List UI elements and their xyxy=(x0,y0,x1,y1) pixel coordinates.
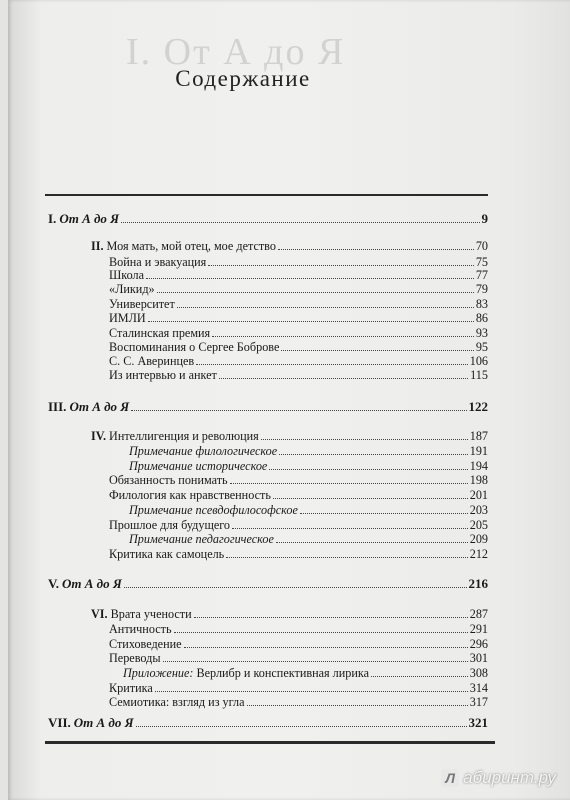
bottom-rule xyxy=(45,741,495,744)
toc-entry-title: Прошлое для будущего xyxy=(109,518,231,532)
dot-leader xyxy=(124,586,467,588)
toc-entry-sub xyxy=(109,695,488,709)
dot-leader xyxy=(247,704,468,706)
top-rule xyxy=(45,194,488,196)
page-number: 205 xyxy=(469,518,488,532)
chapter-number: V. xyxy=(48,576,59,591)
toc-entry-note xyxy=(129,459,488,473)
toc-entry-sub xyxy=(109,622,488,636)
page-number: 291 xyxy=(469,622,488,636)
toc-entry-part xyxy=(48,577,488,591)
toc-entry-title: Из интервью и анкет xyxy=(109,368,217,382)
dot-leader xyxy=(184,646,468,648)
dot-leader xyxy=(121,221,479,223)
toc-entry-note xyxy=(129,532,488,546)
toc-entry-sub xyxy=(109,518,488,532)
toc-entry-sub xyxy=(109,255,488,269)
page-number: 70 xyxy=(475,239,488,253)
toc-entry-title: Моя мать, мой отец, мое детство xyxy=(106,239,276,253)
toc-entry-appendix xyxy=(123,666,488,680)
toc-entry-title: Античность xyxy=(109,622,172,636)
toc-entry-title: Школа xyxy=(109,268,145,282)
toc-entry-title: «Ликид» xyxy=(109,282,155,296)
page-number: 287 xyxy=(469,607,488,621)
toc-entry-title: От А до Я xyxy=(59,211,120,226)
page-number: 187 xyxy=(469,429,488,443)
toc-entry-sub xyxy=(109,282,488,296)
toc-entry-title: Примечание педагогическое xyxy=(129,532,274,546)
dot-leader xyxy=(212,335,474,337)
page-number: 317 xyxy=(469,695,488,709)
dot-leader xyxy=(148,320,474,322)
dot-leader xyxy=(136,725,467,727)
chapter-number: IV. xyxy=(91,429,107,443)
toc-entry-sub xyxy=(109,637,488,651)
toc-entry-sub xyxy=(109,326,488,340)
page-number: 86 xyxy=(475,311,488,325)
page-number: 115 xyxy=(470,368,488,382)
toc-entry-sub xyxy=(109,311,488,325)
page-number: 209 xyxy=(469,532,488,546)
dot-leader xyxy=(226,556,467,558)
page-number: 314 xyxy=(469,681,488,695)
dot-leader xyxy=(278,248,474,250)
page-number: 201 xyxy=(469,488,488,502)
toc-entry-title: Интеллигенция и революция xyxy=(109,429,259,443)
dot-leader xyxy=(146,277,474,279)
page-number: 75 xyxy=(475,255,488,269)
toc-entry-title: Примечание филологическое xyxy=(129,444,278,458)
page-number: 194 xyxy=(469,459,488,473)
dot-leader xyxy=(131,409,466,411)
page-title: Содержание xyxy=(175,66,311,91)
dot-leader xyxy=(300,512,468,514)
page-number: 122 xyxy=(468,399,488,414)
page-number: 83 xyxy=(475,297,488,311)
dot-leader xyxy=(208,264,474,266)
toc-entry-title: Война и эвакуация xyxy=(109,255,207,269)
toc-entry-chapter xyxy=(91,607,488,621)
page-number: 296 xyxy=(469,637,488,651)
page-number: 95 xyxy=(475,340,488,354)
dot-leader xyxy=(196,363,468,365)
toc-entry-title: Верлибр и конспективная лирика xyxy=(196,666,370,680)
toc-entry-title: Обязанность понимать xyxy=(109,473,228,487)
chapter-number: III. xyxy=(48,399,67,414)
toc-entry-title: ИМЛИ xyxy=(109,311,146,325)
toc-entry-title: Переводы xyxy=(109,651,161,665)
toc-entry-title: Критика как самоцель xyxy=(109,547,225,561)
chapter-number: VII. xyxy=(48,715,71,730)
toc-entry-title: Стиховедение xyxy=(109,637,182,651)
toc-entry-title: Семиотика: взгляд из угла xyxy=(109,695,245,709)
toc-entry-part xyxy=(48,212,488,226)
toc-entry-part xyxy=(48,716,488,730)
page-number: 198 xyxy=(469,473,488,487)
page-number: 321 xyxy=(468,715,488,730)
toc-entry-title: От А до Я xyxy=(61,576,122,591)
page-number: 203 xyxy=(469,503,488,517)
chapter-number: VI. xyxy=(91,607,108,621)
page-number: 191 xyxy=(469,444,488,458)
toc-entry-sub xyxy=(109,354,488,368)
page-number: 308 xyxy=(469,666,488,680)
toc-entry-sub xyxy=(109,268,488,282)
dot-leader xyxy=(276,541,468,543)
show-through-heading: I. От А до Я xyxy=(126,31,346,73)
page-number: 212 xyxy=(469,547,488,561)
toc-entry-sub xyxy=(109,681,488,695)
toc-entry-title: От А до Я xyxy=(69,399,130,414)
dot-leader xyxy=(157,291,474,293)
toc-entry-title: Воспоминания о Сергее Боброве xyxy=(109,340,280,354)
toc-entry-title: Примечание псевдофилософское xyxy=(129,503,298,517)
dot-leader xyxy=(155,690,468,692)
dot-leader xyxy=(279,453,468,455)
dot-leader xyxy=(269,468,467,470)
dot-leader xyxy=(273,497,468,499)
dot-leader xyxy=(232,527,468,529)
labirint-watermark xyxy=(441,768,556,788)
dot-leader xyxy=(163,660,468,662)
toc-entry-sub xyxy=(109,297,488,311)
toc-entry-title: От А до Я xyxy=(73,715,134,730)
toc-entry-title: С. С. Аверинцев xyxy=(109,354,195,368)
page-number: 93 xyxy=(475,326,488,340)
toc-entry-note xyxy=(129,444,488,458)
toc-entry-sub xyxy=(109,651,488,665)
dot-leader xyxy=(219,377,468,379)
toc-entry-part xyxy=(48,400,488,414)
book-page xyxy=(8,0,570,800)
labirint-logo-icon: Л xyxy=(441,769,459,787)
page-number: 79 xyxy=(475,282,488,296)
toc-entry-chapter xyxy=(91,239,488,253)
toc-entry-title: Университет xyxy=(109,297,175,311)
toc-entry-title: Филология как нравственность xyxy=(109,488,271,502)
dot-leader xyxy=(230,482,468,484)
page-number: 77 xyxy=(475,268,488,282)
dot-leader xyxy=(194,616,468,618)
toc-entry-sub xyxy=(109,547,488,561)
toc-entry-title: Критика xyxy=(109,681,153,695)
toc-entry-chapter xyxy=(91,429,488,443)
toc-entry-sub xyxy=(109,488,488,502)
dot-leader xyxy=(177,306,474,308)
chapter-number: II. xyxy=(91,239,104,253)
chapter-number: I. xyxy=(48,211,57,226)
dot-leader xyxy=(174,631,468,633)
toc-entry-title: Врата учености xyxy=(110,607,192,621)
watermark-text: абиринт.ру xyxy=(463,768,556,787)
dot-leader xyxy=(261,438,468,440)
toc-entry-title: Примечание историческое xyxy=(129,459,268,473)
page-number: 301 xyxy=(469,651,488,665)
page-number: 106 xyxy=(469,354,488,368)
toc-entry-sub xyxy=(109,340,488,354)
toc-entry-sub xyxy=(109,473,488,487)
appendix-prefix: Приложение: xyxy=(123,666,194,680)
page-number: 9 xyxy=(481,211,488,226)
toc-entry-title: Сталинская премия xyxy=(109,326,211,340)
page-number: 216 xyxy=(468,576,488,591)
toc-entry-note xyxy=(129,503,488,517)
dot-leader xyxy=(281,349,473,351)
dot-leader xyxy=(371,675,468,677)
toc-entry-sub xyxy=(109,368,488,382)
